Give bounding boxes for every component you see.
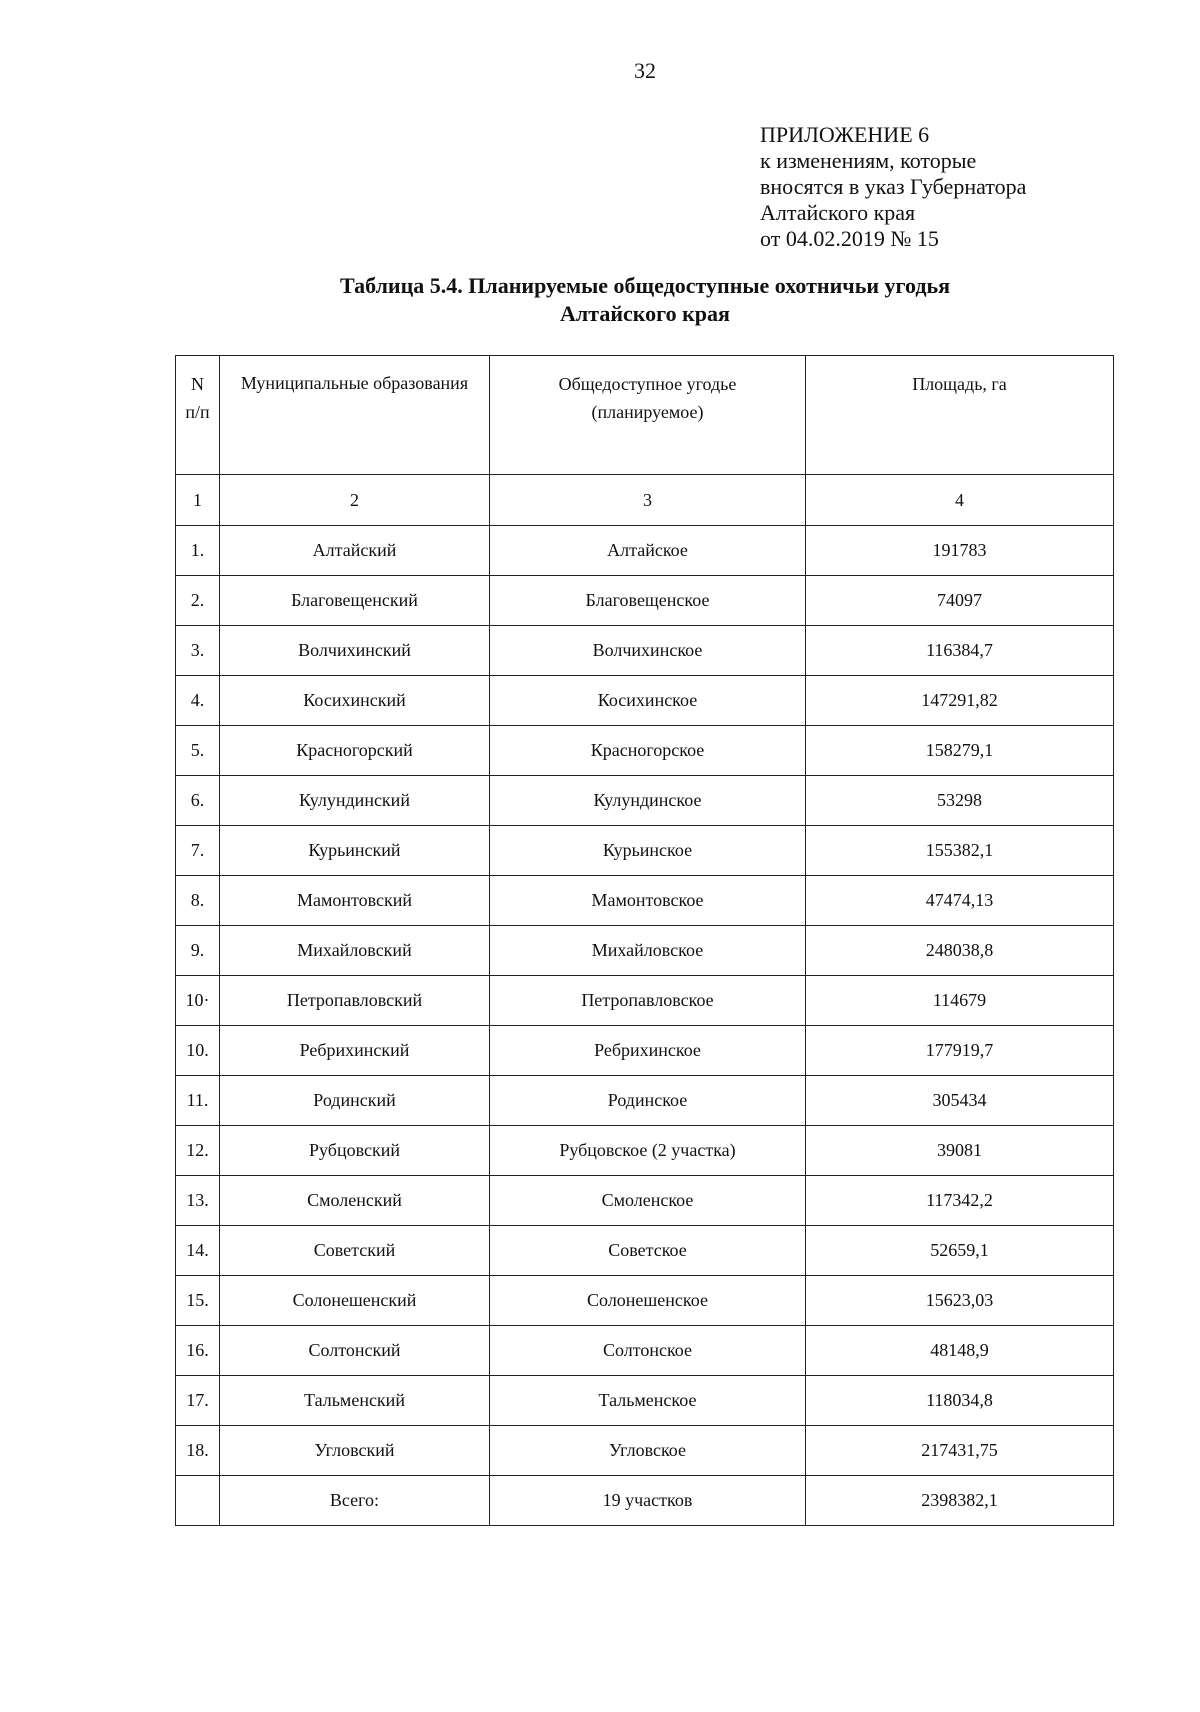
table-row — [176, 926, 1114, 976]
cell-municipality: Советский — [220, 1226, 490, 1276]
table-total-row — [176, 1476, 1114, 1526]
cell-size: 117342,2 — [806, 1176, 1114, 1226]
cell-municipality: Михайловский — [220, 926, 490, 976]
cell-area: Мамонтовское — [490, 876, 806, 926]
table-row — [176, 1126, 1114, 1176]
total-area: 19 участков — [490, 1476, 806, 1526]
header-area — [490, 356, 806, 475]
cell-area: Алтайское — [490, 526, 806, 576]
table-row — [176, 1176, 1114, 1226]
cell-num: 14. — [176, 1226, 220, 1276]
table-row — [176, 526, 1114, 576]
cell-area: Солонешенское — [490, 1276, 806, 1326]
cell-area: Курьинское — [490, 826, 806, 876]
table-row — [176, 1076, 1114, 1126]
table-title-line2: Алтайского края — [560, 301, 730, 326]
cell-num: 3. — [176, 626, 220, 676]
cell-municipality: Тальменский — [220, 1376, 490, 1426]
cell-size: 155382,1 — [806, 826, 1114, 876]
cell-size: 39081 — [806, 1126, 1114, 1176]
table-row — [176, 1276, 1114, 1326]
header-num-line2: п/п — [185, 402, 210, 422]
hunting-grounds-table — [175, 355, 1114, 1526]
table-row — [176, 1326, 1114, 1376]
cell-size: 52659,1 — [806, 1226, 1114, 1276]
cell-size: 47474,13 — [806, 876, 1114, 926]
table-title-line1: Таблица 5.4. Планируемые общедоступные охотничьи угодья — [340, 273, 950, 298]
cell-num: 10. — [176, 1026, 220, 1076]
header-area-line2: (планируемое) — [591, 402, 704, 422]
cell-municipality: Петропавловский — [220, 976, 490, 1026]
cell-size: 118034,8 — [806, 1376, 1114, 1426]
cell-area: Косихинское — [490, 676, 806, 726]
cell-municipality: Солтонский — [220, 1326, 490, 1376]
page-number: 32 — [634, 58, 656, 83]
table-row — [176, 676, 1114, 726]
cell-area: Красногорское — [490, 726, 806, 776]
cell-municipality: Косихинский — [220, 676, 490, 726]
cell-num: 18. — [176, 1426, 220, 1476]
cell-municipality: Красногорский — [220, 726, 490, 776]
column-number: 4 — [806, 475, 1114, 526]
cell-municipality: Рубцовский — [220, 1126, 490, 1176]
appendix-line: вносятся в указ Губернатора — [760, 174, 1027, 199]
cell-num: 6. — [176, 776, 220, 826]
cell-municipality: Благовещенский — [220, 576, 490, 626]
table-row — [176, 1376, 1114, 1426]
cell-size: 15623,03 — [806, 1276, 1114, 1326]
cell-num: 10· — [176, 976, 220, 1026]
appendix-block — [760, 122, 1026, 252]
cell-area: Тальменское — [490, 1376, 806, 1426]
cell-size: 74097 — [806, 576, 1114, 626]
cell-area: Кулундинское — [490, 776, 806, 826]
cell-num: 12. — [176, 1126, 220, 1176]
table-row — [176, 826, 1114, 876]
table-row — [176, 1226, 1114, 1276]
cell-size: 191783 — [806, 526, 1114, 576]
cell-area: Солтонское — [490, 1326, 806, 1376]
cell-area: Рубцовское (2 участка) — [490, 1126, 806, 1176]
cell-municipality: Смоленский — [220, 1176, 490, 1226]
header-num — [176, 356, 220, 475]
table-row — [176, 576, 1114, 626]
header-num-line1: N — [191, 374, 204, 394]
cell-area: Михайловское — [490, 926, 806, 976]
cell-municipality: Родинский — [220, 1076, 490, 1126]
header-size: Площадь, га — [806, 356, 1114, 475]
column-number: 3 — [490, 475, 806, 526]
cell-size: 48148,9 — [806, 1326, 1114, 1376]
cell-municipality: Ребрихинский — [220, 1026, 490, 1076]
total-size: 2398382,1 — [806, 1476, 1114, 1526]
header-municipality: Муниципальные образования — [220, 356, 490, 475]
cell-area: Благовещенское — [490, 576, 806, 626]
column-number: 2 — [220, 475, 490, 526]
cell-num: 13. — [176, 1176, 220, 1226]
cell-num: 1. — [176, 526, 220, 576]
total-label: Всего: — [220, 1476, 490, 1526]
total-num — [176, 1476, 220, 1526]
appendix-line: от 04.02.2019 № 15 — [760, 226, 939, 251]
cell-area: Родинское — [490, 1076, 806, 1126]
cell-municipality: Мамонтовский — [220, 876, 490, 926]
cell-num: 15. — [176, 1276, 220, 1326]
header-area-line1: Общедоступное угодье — [558, 374, 737, 394]
cell-municipality: Кулундинский — [220, 776, 490, 826]
appendix-line: Алтайского края — [760, 200, 916, 225]
cell-municipality: Угловский — [220, 1426, 490, 1476]
cell-size: 217431,75 — [806, 1426, 1114, 1476]
cell-num: 5. — [176, 726, 220, 776]
cell-area: Угловское — [490, 1426, 806, 1476]
cell-size: 116384,7 — [806, 626, 1114, 676]
cell-num: 2. — [176, 576, 220, 626]
cell-num: 11. — [176, 1076, 220, 1126]
table-row — [176, 976, 1114, 1026]
cell-num: 17. — [176, 1376, 220, 1426]
column-number-row — [176, 475, 1114, 526]
cell-municipality: Солонешенский — [220, 1276, 490, 1326]
cell-num: 9. — [176, 926, 220, 976]
cell-municipality: Курьинский — [220, 826, 490, 876]
table-row — [176, 726, 1114, 776]
cell-area: Советское — [490, 1226, 806, 1276]
cell-size: 147291,82 — [806, 676, 1114, 726]
table-row — [176, 1026, 1114, 1076]
table-row — [176, 876, 1114, 926]
cell-size: 177919,7 — [806, 1026, 1114, 1076]
cell-area: Смоленское — [490, 1176, 806, 1226]
cell-num: 16. — [176, 1326, 220, 1376]
cell-municipality: Волчихинский — [220, 626, 490, 676]
cell-area: Ребрихинское — [490, 1026, 806, 1076]
cell-num: 8. — [176, 876, 220, 926]
cell-size: 248038,8 — [806, 926, 1114, 976]
table-row — [176, 776, 1114, 826]
table-header-row — [176, 356, 1114, 475]
table-row — [176, 1426, 1114, 1476]
cell-num: 4. — [176, 676, 220, 726]
cell-municipality: Алтайский — [220, 526, 490, 576]
cell-size: 305434 — [806, 1076, 1114, 1126]
appendix-line: ПРИЛОЖЕНИЕ 6 — [760, 122, 930, 147]
table-row — [176, 626, 1114, 676]
table-body — [176, 526, 1114, 1526]
cell-size: 114679 — [806, 976, 1114, 1026]
table-title — [0, 272, 1200, 328]
cell-size: 158279,1 — [806, 726, 1114, 776]
cell-num: 7. — [176, 826, 220, 876]
cell-area: Петропавловское — [490, 976, 806, 1026]
appendix-line: к изменениям, которые — [760, 148, 977, 173]
column-number: 1 — [176, 475, 220, 526]
cell-size: 53298 — [806, 776, 1114, 826]
cell-area: Волчихинское — [490, 626, 806, 676]
